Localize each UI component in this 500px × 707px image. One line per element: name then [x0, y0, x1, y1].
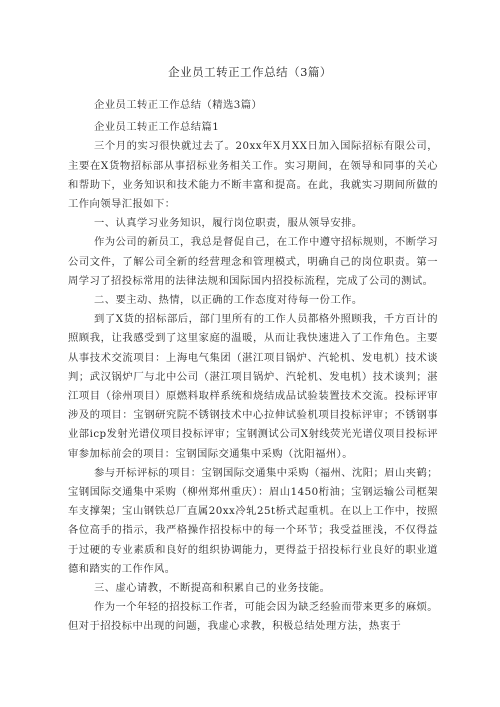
section-heading-3: 三、虚心请教，不断提高和积累自己的业务技能。: [94, 582, 331, 595]
section-heading-1: 一、认真学习业务知识，履行岗位职责，服从领导安排。: [94, 217, 363, 230]
paragraph: 到了X货的招标部后，部门里所有的工作人员都格外照顾我，千方百计的照顾我，让我感受到了这里家庭的温暖，从而让我快速进入了工作角色。主要从事技术交流项目：上海电气集团（湛江项目锅炉、汽轮机、发电机）技术谈判；武汉锅炉厂与北中公司（湛江项目锅炉、汽轮机、发电机）技术谈判；湛江项目（徐州项目）原燃料取样系统和烧结成品试验装置技术交流。投标评审涉及的项目：宝钢研究院不锈钢技术中心拉伸试验机项目投标评审；不锈钢事业部icp发射光谱仪项目投标评审；宝钢测试公司X射线荧光光谱仪项目投标评审参加标前会的项目：宝钢国际交通集中采购（沈阳福州）。: [68, 313, 438, 460]
paragraph: 作为公司的新员工，我总是督促自己，在工作中遵守招标规则，不断学习公司文件，了解公司全新的经营理念和管理模式，明确自己的岗位职责。第一周学习了招投标常用的法律法规和国际国内招投标流程，完成了公司的测试。: [68, 236, 438, 287]
paragraph: 作为一个年轻的招投标工作者，可能会因为缺乏经验而带来更多的麻烦。但对于招投标中出现的问题，我虚心求教，积极总结处理方法，热衷于: [68, 601, 438, 633]
paragraph: 参与开标评标的项目：宝钢国际交通集中采购（福州、沈阳；眉山夹鹤；宝钢国际交通集中采购（柳州郑州重庆）：眉山1450桁油；宝钢运输公司框架车支撑架；宝山钢铁总厂直属20xx冷轧25t桥式起重机。在以上工作中，按照各位高手的指示，我严格操作招投标中的每一个环节；我受益匪浅，不仅得益于过硬的专业素质和良好的组织协调能力，更得益于招投标行业良好的职业道德和踏实的工作作风。: [68, 466, 438, 575]
document-subtitle: 企业员工转正工作总结（精选3篇）: [94, 99, 263, 111]
section-title: 企业员工转正工作总结篇1: [94, 121, 220, 134]
paragraph: 三个月的实习很快就过去了。20xx年X月XX日加入国际招标有限公司，主要在X货物招标部从事招标业务相关工作。实习期间，在领导和同事的关心和帮助下，业务知识和技术能力不断丰富和提高。在此，我就实习期间所做的工作向领导汇报如下：: [68, 140, 438, 211]
document-title: 企业员工转正工作总结（3篇）: [168, 65, 332, 79]
document-body: [68, 96, 438, 637]
section-heading-2: 二、要主动、热情，以正确的工作态度对待每一份工作。: [94, 294, 363, 307]
